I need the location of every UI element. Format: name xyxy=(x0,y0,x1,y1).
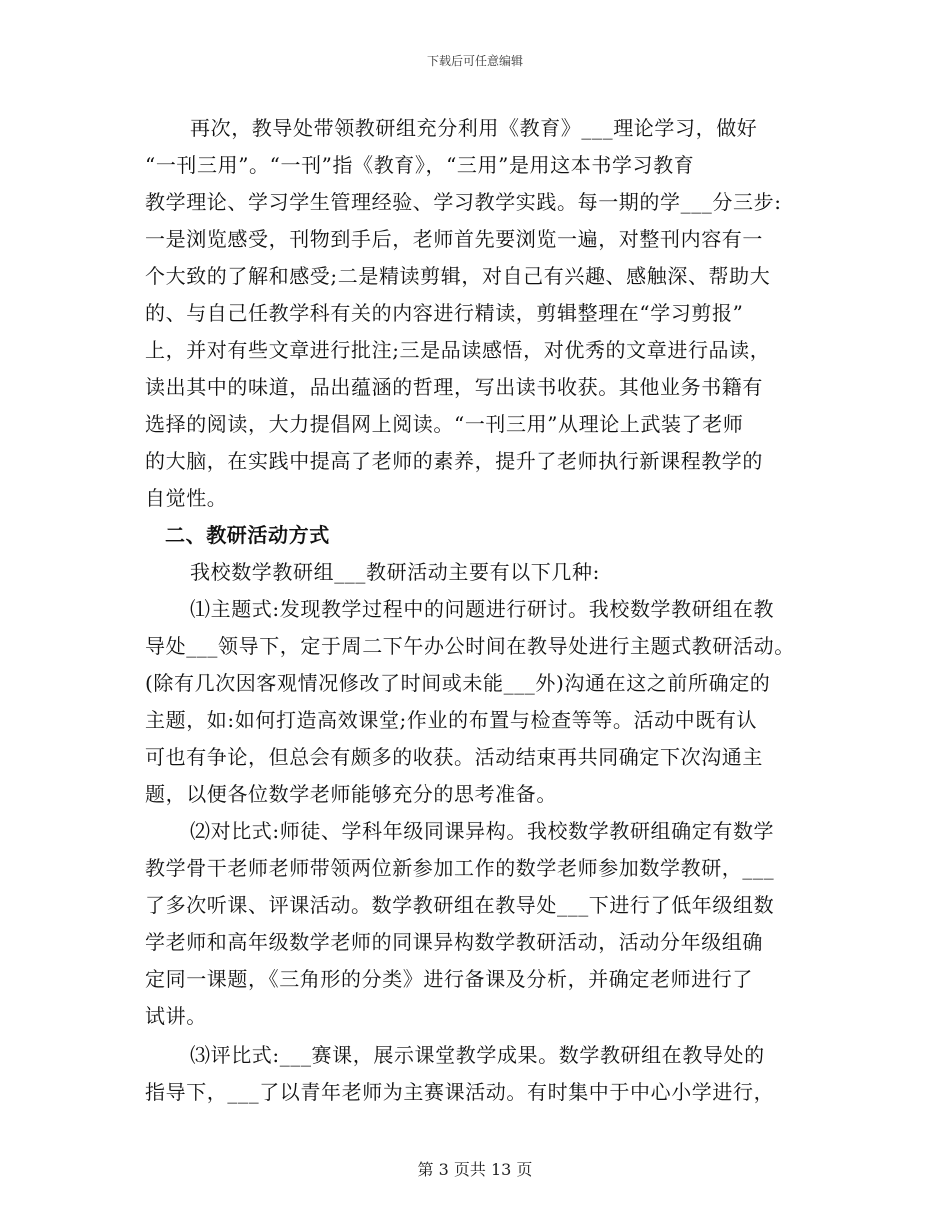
text-line: 的大脑，在实践中提高了老师的素养，提升了老师执行新课程教学的 xyxy=(145,449,763,473)
section-heading: 二、教研活动方式 xyxy=(165,523,330,547)
text-line: ⑶评比式:___赛课，展示课堂教学成果。数学教研组在教导处的 xyxy=(190,1043,765,1067)
text-line: 一是浏览感受，刊物到手后，老师首先要浏览一遍，对整刊内容有一 xyxy=(145,227,763,251)
text-line: 选择的阅读，大力提倡网上阅读。“一刊三用”从理论上武装了老师 xyxy=(145,412,744,436)
text-line: 上，并对有些文章进行批注;三是品读感悟，对优秀的文章进行品读， xyxy=(145,338,771,362)
text-line: 我校数学教研组___教研活动主要有以下几种: xyxy=(190,560,600,584)
text-line: 读出其中的味道，品出蕴涵的哲理，写出读书收获。其他业务书籍有 xyxy=(145,375,763,399)
text-line: 试讲。 xyxy=(145,1004,207,1028)
text-line: 了多次听课、评课活动。数学教研组在教导处___下进行了低年级组数 xyxy=(145,893,775,917)
text-line: 主题，如:如何打造高效课堂;作业的布置与检查等等。活动中既有认 xyxy=(145,708,758,732)
page-footer: 第 3 页共 13 页 xyxy=(417,1160,533,1179)
text-line: 定同一课题，《三角形的分类》进行备课及分析，并确定老师进行了 xyxy=(145,967,753,991)
text-line: 学老师和高年级数学老师的同课异构数学教研活动，活动分年级组确 xyxy=(145,930,763,954)
text-line: 指导下，___了以青年老师为主赛课活动。有时集中于中心小学进行， xyxy=(145,1080,775,1104)
text-line: ⑴主题式:发现教学过程中的问题进行研讨。我校数学教研组在教 xyxy=(190,597,775,621)
text-line: 可也有争论，但总会有颇多的收获。活动结束再共同确定下次沟通主 xyxy=(145,745,763,769)
text-line: (除有几次因客观情况修改了时间或未能___外)沟通在这之前所确定的 xyxy=(145,671,771,695)
text-line: 教学骨干老师老师带领两位新参加工作的数学老师参加数学教研，___ xyxy=(145,856,775,880)
text-line: 的、与自己任教学科有关的内容进行精读，剪辑整理在“学习剪报” xyxy=(145,301,744,325)
text-line: ⑵对比式:师徒、学科年级同课异构。我校数学教研组确定有数学 xyxy=(190,819,775,843)
page-header: 下载后可任意编辑 xyxy=(426,54,523,68)
text-line: 个大致的了解和感受;二是精读剪辑，对自己有兴趣、感触深、帮助大 xyxy=(145,264,771,288)
text-line: 再次，教导处带领教研组充分利用《教育》___理论学习，做好 xyxy=(190,116,758,140)
text-line: 自觉性。 xyxy=(145,486,228,510)
text-line: 教学理论、学习学生管理经验、学习教学实践。每一期的学___分三步: xyxy=(145,190,782,214)
text-line: 导处___领导下，定于周二下午办公时间在教导处进行主题式教研活动。 xyxy=(145,634,795,658)
text-line: “一刊三用”。“一刊”指《教育》，“三用”是用这本书学习教育 xyxy=(145,153,695,177)
text-line: 题，以便各位数学老师能够充分的思考准备。 xyxy=(145,782,557,806)
